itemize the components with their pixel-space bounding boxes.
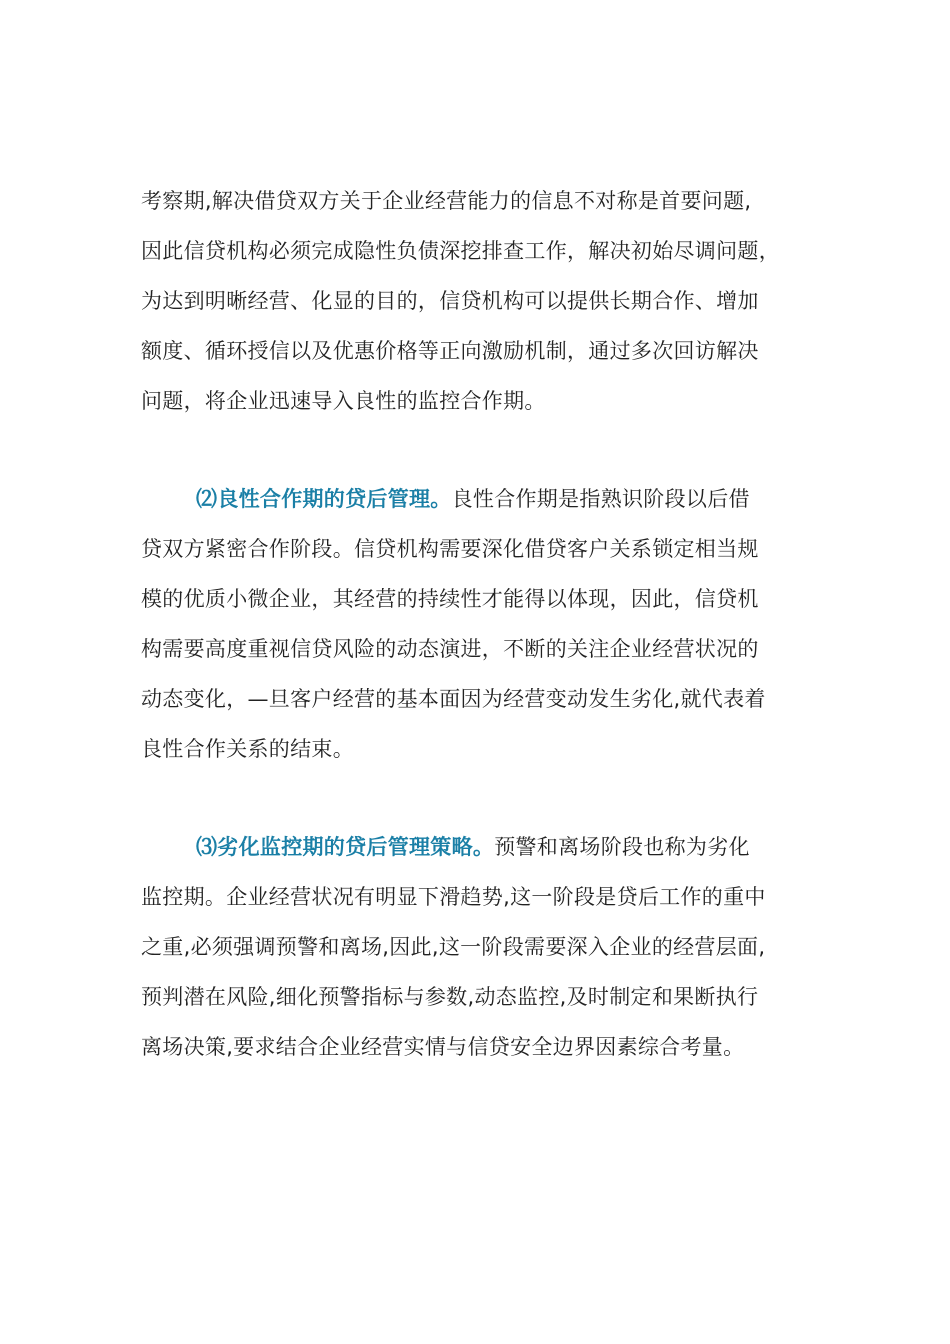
paragraph-1-line-5: 问题，将企业迅速导入良性的监控合作期。 xyxy=(141,389,546,413)
paragraph-2-line-6: 良性合作关系的结束。 xyxy=(141,737,354,761)
paragraph-3-heading: ⑶劣化监控期的贷后管理策略。 xyxy=(196,835,495,859)
paragraph-3-line-3: 之重,必须强调预警和离场,因此,这一阶段需要深入企业的经营层面, xyxy=(141,935,766,959)
paragraph-2-line-3: 模的优质小微企业，其经营的持续性才能得以体现，因此，信贷机 xyxy=(141,587,759,611)
paragraph-1-line-2: 因此信贷机构必须完成隐性负债深挖排查工作，解决初始尽调问题， xyxy=(141,239,780,263)
paragraph-3-line-5: 离场决策,要求结合企业经营实情与信贷安全边界因素综合考量。 xyxy=(141,1035,745,1059)
paragraph-3-first-line-text: 预警和离场阶段也称为劣化 xyxy=(494,835,750,859)
paragraph-3-line-2: 监控期。企业经营状况有明显下滑趋势,这一阶段是贷后工作的重中 xyxy=(141,885,766,909)
paragraph-1-line-1: 考察期,解决借贷双方关于企业经营能力的信息不对称是首要问题, xyxy=(141,189,752,213)
paragraph-2-first-line-text: 良性合作期是指熟识阶段以后借 xyxy=(451,487,750,511)
paragraph-2-line-5: 动态变化，—旦客户经营的基本面因为经营变动发生劣化,就代表着 xyxy=(141,687,766,711)
paragraph-3-line-4: 预判潜在风险,细化预警指标与参数,动态监控,及时制定和果断执行 xyxy=(141,985,759,1009)
paragraph-2-line-2: 贷双方紧密合作阶段。信贷机构需要深化借贷客户关系锁定相当规 xyxy=(141,537,759,561)
paragraph-1-line-4: 额度、循环授信以及优惠价格等正向激励机制，通过多次回访解决 xyxy=(141,339,759,363)
paragraph-3-line-1 xyxy=(196,832,750,862)
paragraph-2-line-1 xyxy=(196,484,750,514)
paragraph-2-heading: ⑵良性合作期的贷后管理。 xyxy=(196,487,452,511)
paragraph-2-line-4: 构需要高度重视信贷风险的动态演进，不断的关注企业经营状况的 xyxy=(141,637,759,661)
paragraph-1-line-3: 为达到明晰经营、化显的目的，信贷机构可以提供长期合作、增加 xyxy=(141,289,759,313)
